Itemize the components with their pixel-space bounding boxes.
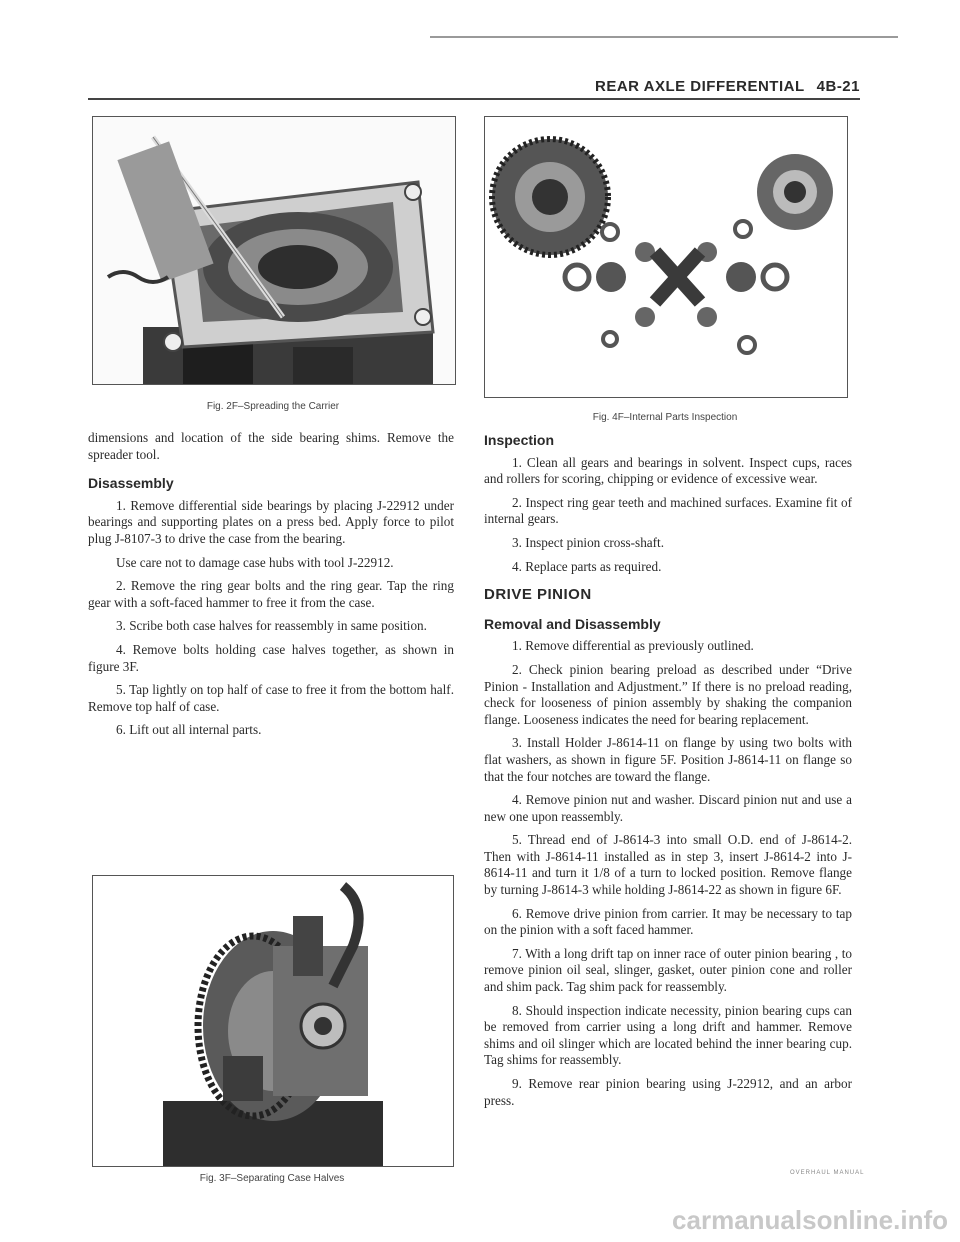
right-column bbox=[484, 432, 852, 1116]
disassembly-step: 3. Scribe both case halves for reassembly in same position. bbox=[116, 618, 427, 634]
figure-4f-caption: Fig. 4F–Internal Parts Inspection bbox=[592, 412, 738, 423]
disassembly-step: 2. Remove the ring gear bolts and the ring gear. Tap the ring gear with a soft-faced hammer to free it from the case. bbox=[88, 578, 454, 610]
figure-4f-photo bbox=[484, 116, 848, 398]
disassembly-step: 5. Tap lightly on top half of case to free it from the bottom half. Remove top half of case. bbox=[88, 682, 454, 714]
header-rule bbox=[88, 98, 860, 100]
removal-heading: Removal and Disassembly bbox=[484, 615, 661, 632]
inspection-step: 4. Replace parts as required. bbox=[512, 558, 662, 574]
removal-step: 5. Thread end of J-8614-3 into small O.D. end of J-8614-2. Then with J-8614-11 installed as in step 3, insert J-8614-2 into J-8614-11 and turn it 1/8 of a turn to locked position. Remove flange by turning J-8614-3 while holding J-8614-22 as shown in figure 6F. bbox=[484, 832, 852, 898]
removal-step: 3. Install Holder J-8614-11 on flange by using two bolts with flat washers, as shown in figure 5F. Position J-8614-11 on flange so that the four notches are toward the flange. bbox=[484, 735, 852, 784]
inspection-step: 3. Inspect pinion cross-shaft. bbox=[512, 534, 664, 550]
top-scan-rule bbox=[430, 36, 898, 38]
disassembly-heading: Disassembly bbox=[88, 475, 174, 492]
removal-step: 2. Check pinion bearing preload as described under “Drive Pinion - Installation and Adjustment.” If there is no preload reading, check for looseness of pinion assembly by shaking the companion flange. Looseness indicates the need for bearing replacement. bbox=[484, 661, 852, 727]
internal-parts-illustration bbox=[485, 117, 847, 397]
left-column bbox=[88, 430, 454, 746]
header-title: REAR AXLE DIFFERENTIAL bbox=[595, 78, 805, 95]
drive-pinion-heading: DRIVE PINION bbox=[484, 586, 592, 604]
spreader-photo-illustration bbox=[93, 117, 455, 384]
inspection-step: 1. Clean all gears and bearings in solvent. Inspect cups, races and rollers for scoring, chipping or evidence of excessive wear. bbox=[484, 454, 852, 487]
page-header bbox=[88, 78, 860, 95]
removal-step: 9. Remove rear pinion bearing using J-22912, and an arbor press. bbox=[484, 1076, 852, 1108]
disassembly-note: Use care not to damage case hubs with tool J-22912. bbox=[116, 554, 394, 570]
figure-3f-caption: Fig. 3F–Separating Case Halves bbox=[199, 1173, 345, 1184]
figure-3f-photo bbox=[92, 875, 454, 1167]
footer-mark: OVERHAUL MANUAL bbox=[790, 1170, 865, 1176]
inspection-heading: Inspection bbox=[484, 432, 555, 448]
case-halves-illustration bbox=[93, 876, 453, 1166]
figure-2f-caption: Fig. 2F–Spreading the Carrier bbox=[206, 401, 340, 412]
intro-paragraph: dimensions and location of the side bearing shims. Remove the spreader tool. bbox=[88, 430, 454, 462]
figure-2f-photo bbox=[92, 116, 456, 385]
disassembly-step: 1. Remove differential side bearings by placing J-22912 under bearings and supporting plates on a press bed. Apply force to pilot plug J-8107-3 to drive the case from the bearing. bbox=[88, 497, 454, 546]
removal-step: 6. Remove drive pinion from carrier. It may be necessary to tap on the pinion with a soft faced hammer. bbox=[484, 905, 852, 938]
disassembly-step: 6. Lift out all internal parts. bbox=[116, 722, 262, 738]
inspection-step: 2. Inspect ring gear teeth and machined surfaces. Examine fit of internal gears. bbox=[484, 494, 852, 527]
page-number: 4B-21 bbox=[816, 78, 860, 95]
removal-step: 1. Remove differential as previously outlined. bbox=[512, 638, 754, 654]
removal-step: 7. With a long drift tap on inner race of outer pinion bearing , to remove pinion oil seal, slinger, gasket, outer pinion cone and roller and shim pack. Tag shim pack for reassembly. bbox=[484, 945, 852, 995]
removal-step: 8. Should inspection indicate necessity, pinion bearing cups can be removed from carrier using a long drift and hammer. Remove shims and oil slinger which are located behind the inner bearing cup. Tag shims for reassembly. bbox=[484, 1002, 852, 1068]
disassembly-step: 4. Remove bolts holding case halves together, as shown in figure 3F. bbox=[88, 641, 454, 674]
watermark: carmanualsonline.info bbox=[672, 1205, 948, 1235]
removal-step: 4. Remove pinion nut and washer. Discard pinion nut and use a new one upon reassembly. bbox=[484, 792, 852, 824]
